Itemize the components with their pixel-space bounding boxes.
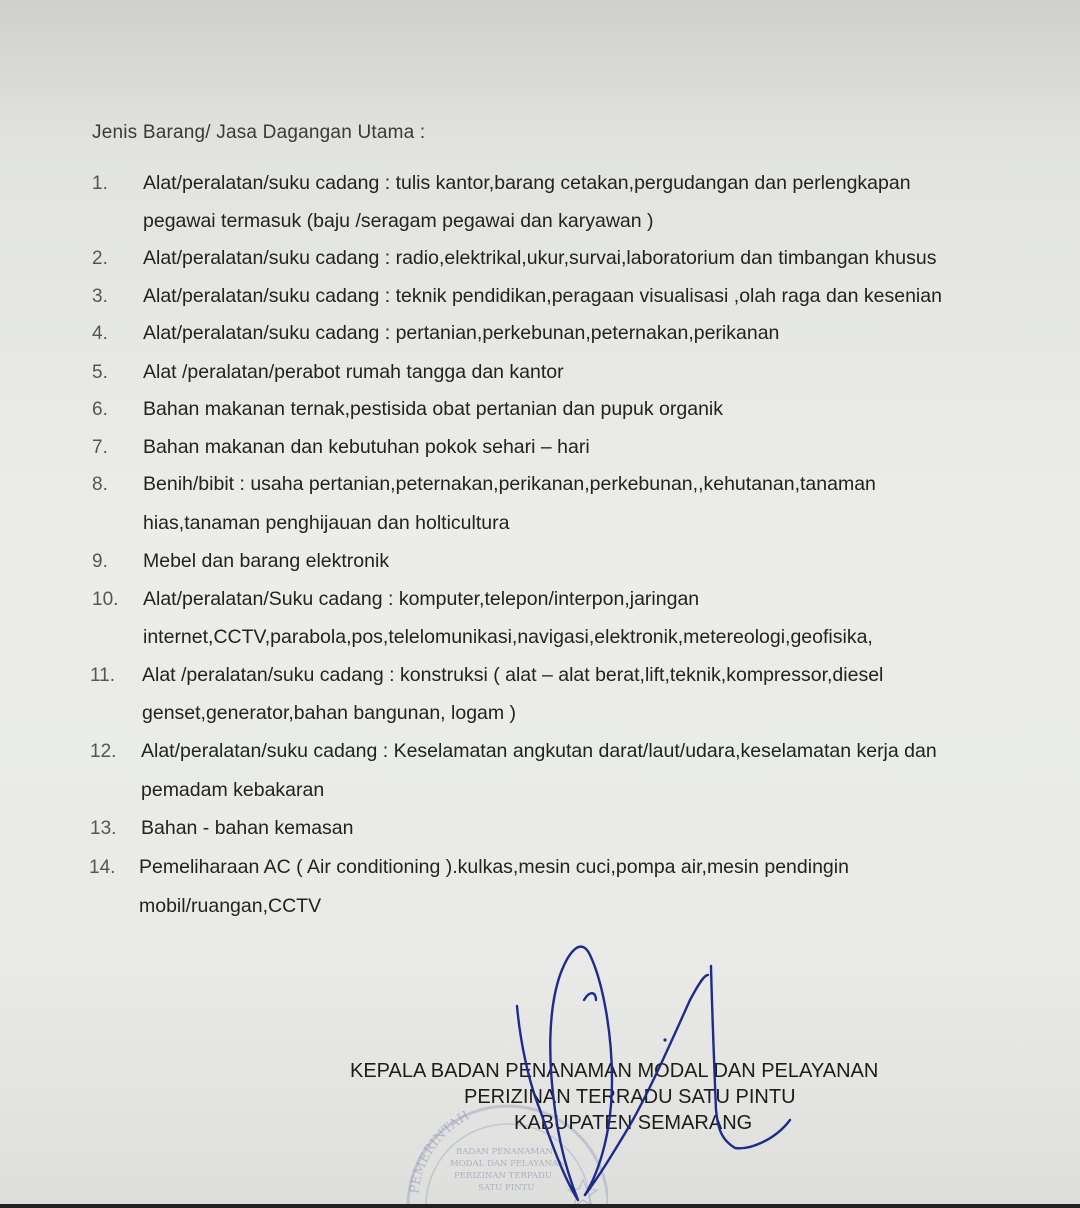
signature-title-line-3: KABUPATEN SEMARANG <box>514 1112 753 1134</box>
list-item-number: 6. <box>92 399 108 420</box>
list-item-number: 11. <box>90 665 116 686</box>
list-item-text: hias,tanaman penghijauan dan holticultura <box>143 512 510 534</box>
list-item-text: internet,CCTV,parabola,pos,telelomunikasi,navigasi,elektronik,metereologi,geofisika, <box>143 626 873 648</box>
list-item-text: Alat/peralatan/suku cadang : Keselamatan angkutan darat/laut/udara,keselamatan kerja dan <box>141 740 937 762</box>
list-item-text: Benih/bibit : usaha pertanian,peternakan,perikanan,perkebunan,,kehutanan,tanaman <box>143 473 876 495</box>
list-item-text: Alat/peralatan/suku cadang : pertanian,perkebunan,peternakan,perikanan <box>143 322 780 344</box>
list-item-number: 2. <box>92 248 108 269</box>
list-item-number: 7. <box>92 437 108 458</box>
list-item-text: Alat /peralatan/suku cadang : konstruksi ( alat – alat berat,lift,teknik,kompressor,diesel <box>142 664 884 686</box>
list-item-number: 14. <box>89 857 116 878</box>
list-item-text: Alat/peralatan/suku cadang : tulis kantor,barang cetakan,pergudangan dan perlengkapan <box>143 172 911 194</box>
stamp-arc-text: PEMERINTAH <box>407 1108 473 1195</box>
page-bottom-edge <box>0 1204 1080 1208</box>
signature-title-line-2: PERIZINAN TERRADU SATU PINTU <box>464 1086 796 1108</box>
list-item-text: Alat/peralatan/Suku cadang : komputer,telepon/interpon,jaringan <box>143 588 700 610</box>
list-item-number: 9. <box>92 551 108 572</box>
list-item-text: Alat/peralatan/suku cadang : teknik pendidikan,peragaan visualisasi ,olah raga dan kesenian <box>143 285 942 307</box>
list-item-number: 8. <box>92 474 108 495</box>
list-item-text: mobil/ruangan,CCTV <box>139 895 322 917</box>
stamp-text-line-1: BADAN PENANAMAN <box>456 1147 553 1157</box>
stamp-text-line-2: MODAL DAN PELAYANAN <box>450 1159 566 1169</box>
signature-title-line-1: KEPALA BADAN PENANAMAN MODAL DAN PELAYANAN <box>350 1060 879 1082</box>
stamp-text-line-3: PERIZINAN TERPADU <box>454 1171 552 1181</box>
list-item-number: 3. <box>92 286 108 307</box>
list-item-number: 13. <box>90 818 117 839</box>
list-item-text: genset,generator,bahan bangunan, logam ) <box>142 702 517 724</box>
list-item-number: 4. <box>92 323 108 344</box>
list-item-number: 12. <box>90 741 117 762</box>
list-item-text: Mebel dan barang elektronik <box>143 550 390 572</box>
list-item-text: Alat /peralatan/perabot rumah tangga dan kantor <box>143 361 564 383</box>
list-item-text: pegawai termasuk (baju /seragam pegawai dan karyawan ) <box>143 210 654 232</box>
list-item-text: Pemeliharaan AC ( Air conditioning ).kulkas,mesin cuci,pompa air,mesin pendingin <box>139 856 849 878</box>
stamp-text-line-4: SATU PINTU <box>478 1183 535 1193</box>
list-item-number: 1. <box>92 173 108 194</box>
list-item-text: Bahan makanan dan kebutuhan pokok sehari – hari <box>143 436 590 458</box>
list-item-number: 5. <box>92 362 108 383</box>
list-item-text: Alat/peralatan/suku cadang : radio,elektrikal,ukur,survai,laboratorium dan timbangan khusus <box>143 247 937 269</box>
list-item-text: pemadam kebakaran <box>141 779 325 801</box>
document-heading: Jenis Barang/ Jasa Dagangan Utama : <box>92 122 426 143</box>
list-item-text: Bahan makanan ternak,pestisida obat pertanian dan pupuk organik <box>143 398 723 420</box>
list-item-text: Bahan - bahan kemasan <box>141 817 354 839</box>
list-item-number: 10. <box>92 589 119 610</box>
